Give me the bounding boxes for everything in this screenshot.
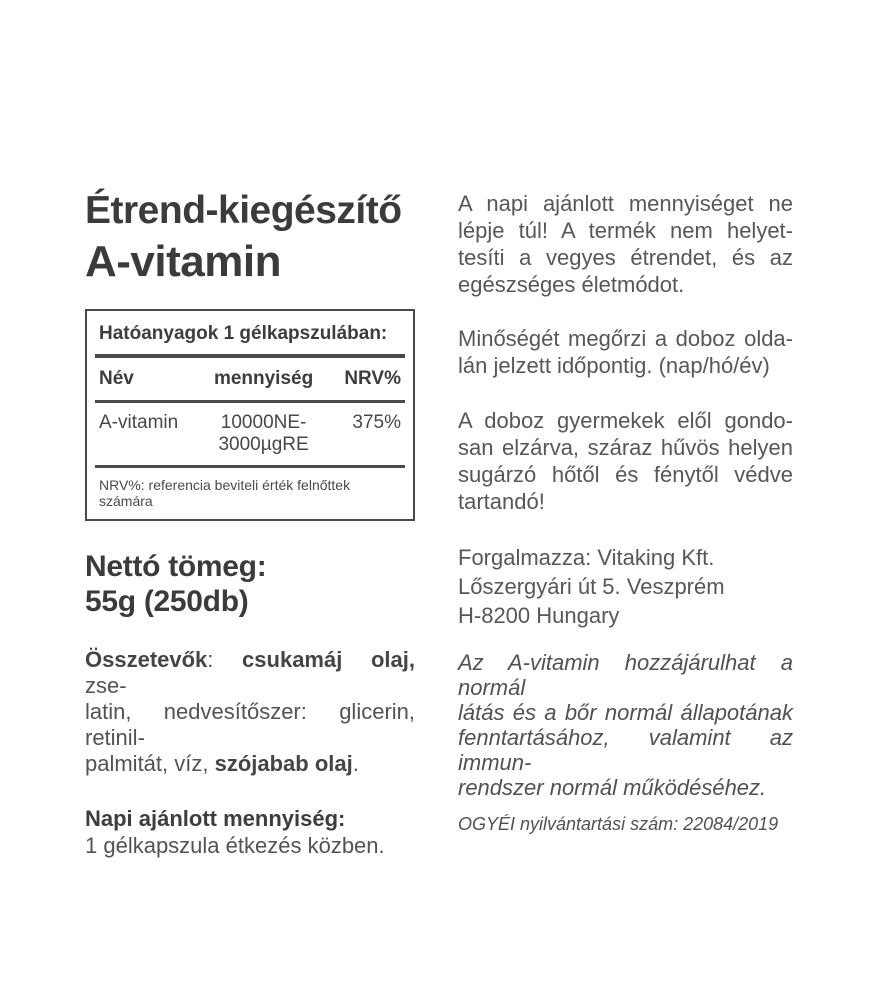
text-line: tesíti a vegyes étrendet, és az	[458, 245, 793, 270]
net-weight-block	[85, 549, 415, 619]
distributor-country: H-8200 Hungary	[458, 603, 620, 628]
text-line: lán jelzett időpontig. (nap/hó/év)	[458, 353, 770, 378]
column-header-nrv: NRV%	[344, 368, 401, 390]
text-line: Az A-vitamin hozzájárulhat a normál	[458, 650, 793, 700]
ingredients-line-1	[85, 647, 415, 699]
daily-dose-label: Napi ajánlott mennyiség:	[85, 806, 346, 832]
text-line: A napi ajánlott mennyiséget ne	[458, 191, 793, 216]
left-column	[85, 188, 415, 859]
text-line: tartandó!	[458, 489, 545, 514]
ingredients-paragraph	[85, 647, 415, 777]
table-divider	[95, 465, 405, 468]
health-claim-paragraph	[458, 650, 793, 800]
ingredients-separator: :	[207, 647, 243, 673]
ingredients-text: zse-	[85, 673, 127, 699]
product-name-heading: A-vitamin	[85, 237, 281, 287]
text-line: egészséges életmódot.	[458, 272, 685, 297]
daily-dose-text: 1 gélkapszula étkezés közben.	[85, 833, 385, 859]
amount-line-2: 3000µgRE	[218, 434, 309, 456]
ingredient-bold-2: szójabab olaj	[214, 751, 353, 777]
active-ingredients-table	[85, 309, 415, 521]
ingredients-period: .	[352, 751, 359, 777]
ingredient-bold-1: csukamáj olaj,	[242, 647, 415, 673]
cell-ingredient-amount	[202, 412, 326, 456]
text-line: sugárzó hőtől és fénytől védve	[458, 462, 793, 487]
cell-ingredient-name: A-vitamin	[99, 412, 179, 434]
storage-paragraph	[458, 407, 793, 515]
text-line: rendszer normál működéséhez.	[458, 775, 767, 800]
shelf-life-paragraph	[458, 325, 793, 379]
column-header-amount: mennyiség	[213, 368, 314, 390]
warning-paragraph	[458, 190, 793, 298]
daily-dose-block	[85, 805, 415, 859]
text-line: A doboz gyermekek elől gondo-	[458, 408, 793, 433]
table-header-row	[87, 368, 413, 390]
column-header-name: Név	[99, 368, 134, 390]
table-divider-thick	[95, 354, 405, 358]
text-line: Minőségét megőrzi a doboz olda-	[458, 326, 793, 351]
ingredients-line-2: latin, nedvesítőszer: glicerin, retinil-	[85, 699, 415, 751]
distributor-block	[458, 543, 793, 630]
table-row	[87, 412, 413, 456]
text-line: lépje túl! A termék nem helyet-	[458, 218, 793, 243]
table-divider	[95, 400, 405, 403]
ingredients-text: palmitát, víz,	[85, 751, 215, 777]
table-title: Hatóanyagok 1 gélkapszulában:	[99, 323, 388, 345]
ingredients-label: Összetevők	[85, 647, 208, 673]
text-line: fenntartásához, valamint az immun-	[458, 725, 793, 775]
distributor-name: Forgalmazza: Vitaking Kft.	[458, 545, 715, 570]
text-line: látás és a bőr normál állapotának	[458, 700, 793, 725]
amount-line-1: 10000NE-	[220, 412, 307, 434]
table-footnote: NRV%: referencia beviteli érték felnőttek számára	[99, 477, 351, 510]
distributor-street: Lőszergyári út 5. Veszprém	[458, 574, 725, 599]
ingredients-line-3	[85, 751, 415, 777]
text-line: san elzárva, száraz hűvös helyen	[458, 435, 793, 460]
net-weight-value: 55g (250db)	[85, 585, 249, 619]
net-weight-label: Nettó tömeg:	[85, 550, 267, 584]
product-category-heading: Étrend-kiegészítő	[85, 189, 402, 232]
right-column	[458, 190, 793, 835]
registration-number: OGYÉI nyilvántartási szám: 22084/2019	[458, 814, 779, 834]
cell-ingredient-nrv: 375%	[352, 412, 401, 434]
